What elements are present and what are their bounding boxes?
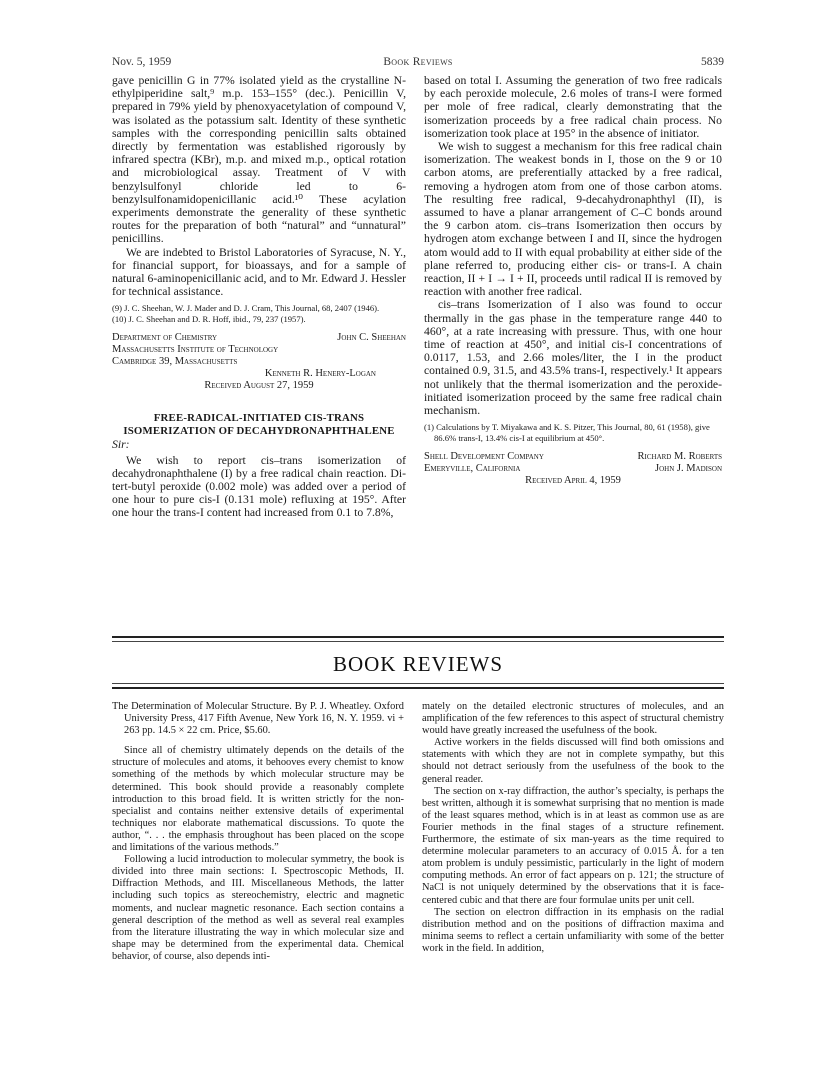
footnote: (1) Calculations by T. Miyakawa and K. S. Pitzer, This Journal, 80, 61 (1958), give 86.6% trans-I, 13.4% cis-I at equilibrium at 450°.: [424, 422, 710, 443]
article-title-line: ISOMERIZATION OF DECAHYDRONAPHTHALENE: [123, 424, 395, 437]
review-paragraph: Since all of chemistry ultimately depends on the details of the structure of molecules and atoms, it behooves every chemist to know something of the methods by which molecular structure may be determined. This book should provide a reasonably complete introduction to this broad field. It is written strictly for the non-specialist and contains neither extensive details of experimental techniques nor elaborate mathematical discussions. To quote the author, “. . . the emphasis throughout has been placed on the scope and limitations of the various methods.”: [112, 745, 404, 854]
paragraph: We wish to report cis–trans isomerization of decahydronaphthalene (I) by a free radical chain reaction. Di-tert-butyl peroxide (0.002 mole) was added over a period of one hour to pure cis-I (0.131 mole) refluxing at 195°. After one hour the trans-I content had increased from 0.1 to 7.8%,: [112, 453, 406, 520]
city: Cambridge 39, Massachusetts: [112, 356, 238, 368]
right-column: [424, 74, 722, 487]
received-date: Received April 4, 1959: [525, 475, 621, 487]
company: Shell Development Company: [424, 451, 544, 463]
review-right-column: [422, 701, 724, 955]
author-name: Richard M. Roberts: [637, 451, 722, 463]
section-rule: [112, 687, 724, 689]
article-title: [112, 412, 406, 437]
footnotes: [424, 422, 722, 443]
city: Emeryville, California: [424, 463, 521, 475]
department: Department of Chemistry: [112, 332, 218, 344]
article-title-line: FREE-RADICAL-INITIATED CIS-TRANS: [153, 412, 365, 425]
footnotes: [112, 303, 406, 324]
section-rule: [112, 641, 724, 642]
book-entry: The Determination of Molecular Structure. By P. J. Wheatley. Oxford University Press, 417 Fifth Avenue, New York 16, N. Y. 1959. vi + 263 pp. 14.5 × 22 cm. Price, $5.60.: [112, 701, 404, 737]
paragraph: We wish to suggest a mechanism for this free radical chain isomerization. The weakest bonds in I, those on the 9 or 10 carbon atoms, are preferentially attacked by a free radical, removing a hydrogen atom from one of those carbon atoms. The resulting free radical, 9-decahydronaphthyl (II), is assumed to have a planar arrangement of C–C bonds around the 9 carbon atom. cis–trans Isomerization then occurs by hydrogen atom exchange between I and II, since the hydrogen atom would add to II with equal probability at either side of the plane referred to, producing either cis- or trans-I. A chain reaction, II + I → I + II, proceeds until radical II is removed by reaction with another free radical.: [424, 140, 722, 299]
review-paragraph: Active workers in the fields discussed will find both omissions and statements with which they are not in complete sympathy, but this should not detract seriously from the usefulness of the book to the general reader.: [422, 737, 724, 785]
footnote: (10) J. C. Sheehan and D. R. Hoff, ibid., 79, 237 (1957).: [112, 313, 306, 324]
paragraph: gave penicillin G in 77% isolated yield as the crystalline N-ethylpiperidine salt,⁹ m.p. 153–155° (dec.). Penicillin V, prepared in 79% yield by phenoxyacetylation of compound V, was isolated as the potassium salt. Identity of these synthetic samples with the corresponding penicillin salts obtained directly by fermentation was established rigorously by infrared spectra (KBr), m.p. and mixed m.p., optical rotation and microbiological assay. Treatment of V with benzylsulfonyl chloride led to 6-benzylsulfonamidopenicillanic acid.¹⁰ These acylation experiments demonstrate the generality of these synthetic routes for the preparation of both “natural” and “unnatural” penicillins.: [112, 74, 406, 246]
author-name: John J. Madison: [655, 463, 722, 475]
review-paragraph: Following a lucid introduction to molecular symmetry, the book is divided into three main sections: I. Spectroscopic Methods, II. Diffraction Methods, and III. Miscellaneous Methods, the latter including such topics as stereochemistry, electric and magnetic moments, and nuclear magnetic resonance. Each section contains a general description of the method as well as several real examples from the literature illustrating the way in which molecular size and shape may be determined from the experimental data. Chemical behavior, of course, also depends inti-: [112, 854, 404, 962]
paragraph: based on total I. Assuming the generation of two free radicals by each peroxide molecule, 2.6 moles of trans-I were formed per mole of free radical, clearly demonstrating that the isomerization proceeds by a free radical chain process. No isomerization took place at 195° in the absence of initiator.: [424, 74, 722, 140]
review-paragraph: The section on x-ray diffraction, the author’s specialty, is perhaps the best written, although it is somewhat surprising that no mention is made of the least squares method, which is in at least as common use as are Fourier methods in the final stages of a structure refinement. Furthermore, the estimate of six man-years as the time required to determine molecular parameters to an accuracy of 0.015 Å. for a ten atom problem is unduly pessimistic, particularly in the light of modern computing methods. An error of fact appears on p. 121; the structure of NaCl is not uniquely determined by the observations that it is face-centered cubic and that there are four formulae units per unit cell.: [422, 785, 724, 906]
institution: Massachusetts Institute of Technology: [112, 344, 279, 356]
header-date: Nov. 5, 1959: [112, 56, 172, 68]
salutation: Sir:: [112, 438, 130, 452]
author-affiliation: [424, 451, 722, 487]
received-date: Received August 27, 1959: [204, 380, 314, 392]
review-left-column: [112, 701, 404, 963]
page-header: [112, 56, 724, 72]
author-affiliation: [112, 332, 406, 392]
section-rule: [112, 636, 724, 638]
paragraph: cis–trans Isomerization of I also was found to occur thermally in the gas phase in the temperature range 440 to 460°, at a rate increasing with pressure. Thus, with one hour time of reaction at 450°, and initial cis-I concentrations of 0.0117, 1.53, and 2.66 moles/liter, the I in the product contained 0.9, 31.5, and 43.5% trans-I, respectively.¹ It appears not unlikely that the thermal isomerization and the peroxide-initiated isomerization proceed by the same free radical chain mechanism.: [424, 298, 722, 418]
author-name: John C. Sheehan: [337, 332, 406, 344]
author-name: Kenneth R. Henery-Logan: [264, 368, 376, 380]
footnote: (9) J. C. Sheehan, W. J. Mader and D. J. Cram, This Journal, 68, 2407 (1946).: [112, 303, 380, 314]
header-section: Book Reviews: [383, 56, 453, 68]
section-rule: [112, 683, 724, 684]
section-title: BOOK REVIEWS: [332, 652, 504, 676]
header-page-number: 5839: [701, 56, 724, 68]
acknowledgment-paragraph: We are indebted to Bristol Laboratories of Syracuse, N. Y., for financial support, for bioassays, and for a sample of natural 6-aminopenicillanic acid, and to Mr. Edward J. Hessler for technical assistance.: [112, 245, 406, 299]
review-paragraph: mately on the detailed electronic structures of molecules, and an amplification of the few references to this aspect of structural chemistry would have greatly increased the usefulness of the book.: [422, 701, 724, 737]
left-column: [112, 74, 406, 520]
review-paragraph: The section on electron diffraction in its emphasis on the radial distribution method and on the positions of diffraction maxima and minima seems to reflect a certain unfamiliarity with some of the better work in the field. In addition,: [422, 906, 724, 954]
